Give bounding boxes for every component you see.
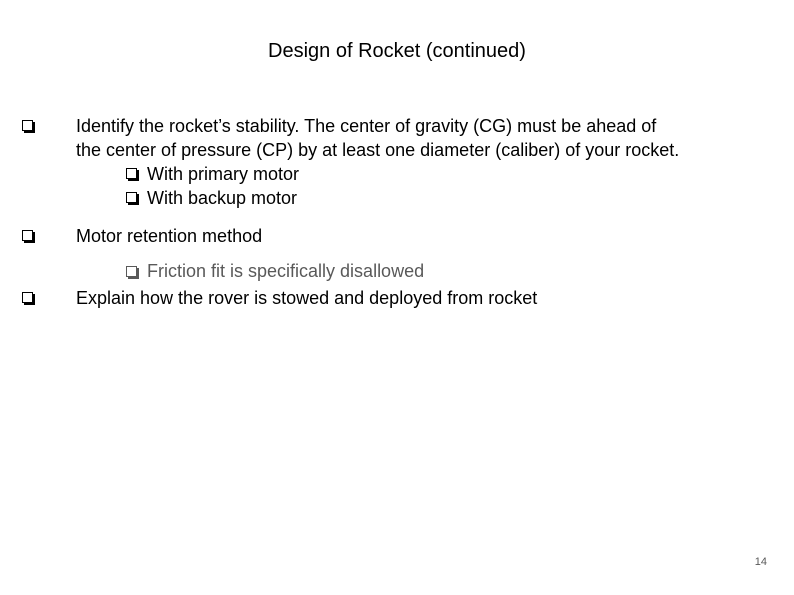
- sub-bullet-backup-motor: [147, 186, 297, 210]
- sub-bullet-friction-fit: [147, 259, 424, 283]
- bullet-stability: [76, 114, 656, 138]
- checkbox-square-icon: [126, 168, 137, 179]
- bullet-motor-retention: [76, 224, 262, 248]
- slide-title: Design of Rocket (continued): [268, 40, 526, 62]
- bullet-stability-cont: [76, 138, 679, 162]
- sub-bullet-primary-motor: [147, 162, 299, 186]
- checkbox-square-icon: [22, 292, 33, 303]
- checkbox-square-icon: [22, 230, 33, 241]
- bullet-stability-line1: Identify the rocket’s stability. The center of gravity (CG) must be ahead of: [76, 116, 657, 136]
- page-number: 14: [754, 556, 767, 568]
- bullet-rover-stowage: [76, 286, 537, 310]
- bullet-motor-retention-label: Motor retention method: [76, 226, 263, 246]
- sub-bullet-label: With backup motor: [147, 188, 298, 208]
- sub-bullet-label: With primary motor: [147, 164, 300, 184]
- sub-bullet-label: Friction fit is specifically disallowed: [147, 261, 425, 281]
- bullet-stability-line2: the center of pressure (CP) by at least one diameter (caliber) of your rocket.: [76, 140, 680, 160]
- checkbox-square-icon: [22, 120, 33, 131]
- checkbox-square-icon: [126, 266, 137, 277]
- checkbox-square-icon: [126, 192, 137, 203]
- bullet-rover-stowage-label: Explain how the rover is stowed and deployed from rocket: [76, 288, 538, 308]
